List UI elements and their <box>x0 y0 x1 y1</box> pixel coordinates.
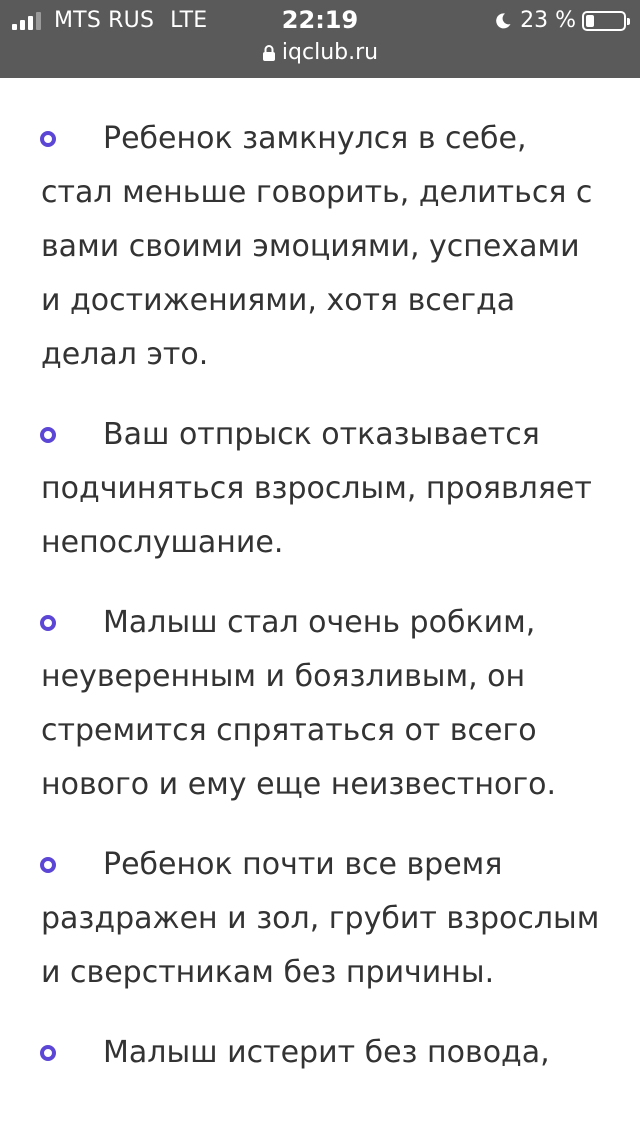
status-bar <box>0 0 640 78</box>
status-right <box>494 8 626 33</box>
battery-percentage: 23 % <box>520 8 576 33</box>
circle-bullet-icon <box>40 857 56 873</box>
circle-bullet-icon <box>40 1045 56 1061</box>
clock: 22:19 <box>281 6 359 34</box>
circle-bullet-icon <box>40 131 56 147</box>
url-text: iqclub.ru <box>281 40 379 65</box>
battery-icon <box>582 11 626 31</box>
symptom-list <box>0 112 640 1106</box>
do-not-disturb-moon-icon <box>494 12 512 30</box>
circle-bullet-icon <box>40 615 56 631</box>
circle-bullet-icon <box>40 427 56 443</box>
list-item <box>0 112 640 382</box>
address-bar[interactable] <box>0 40 640 65</box>
carrier-name: MTS RUS <box>54 8 155 33</box>
list-item <box>0 596 640 812</box>
list-item-text: Ваш отпрыск отказывается подчиняться взрослым, проявляет непослушание. <box>41 417 592 560</box>
list-item-text: Малыш истерит без повода, <box>103 1035 550 1070</box>
page-content <box>0 78 640 1136</box>
list-item-text: Малыш стал очень робким, неуверенным и боязливым, он стремится спрятаться от всего нового и ему еще неизвестного. <box>41 605 557 802</box>
list-item <box>0 838 640 1000</box>
list-item-text: Ребенок замкнулся в себе, стал меньше говорить, делиться с вами своими эмоциями, успехами и достижениями, хотя всегда делал это. <box>41 121 593 372</box>
list-item <box>0 1026 640 1080</box>
list-item <box>0 408 640 570</box>
battery-fill <box>586 15 594 27</box>
list-item-text: Ребенок почти все время раздражен и зол, грубит взрослым и сверстникам без причины. <box>41 847 600 990</box>
lock-icon <box>262 44 276 62</box>
network-type: LTE <box>170 8 208 33</box>
status-row <box>0 6 640 36</box>
